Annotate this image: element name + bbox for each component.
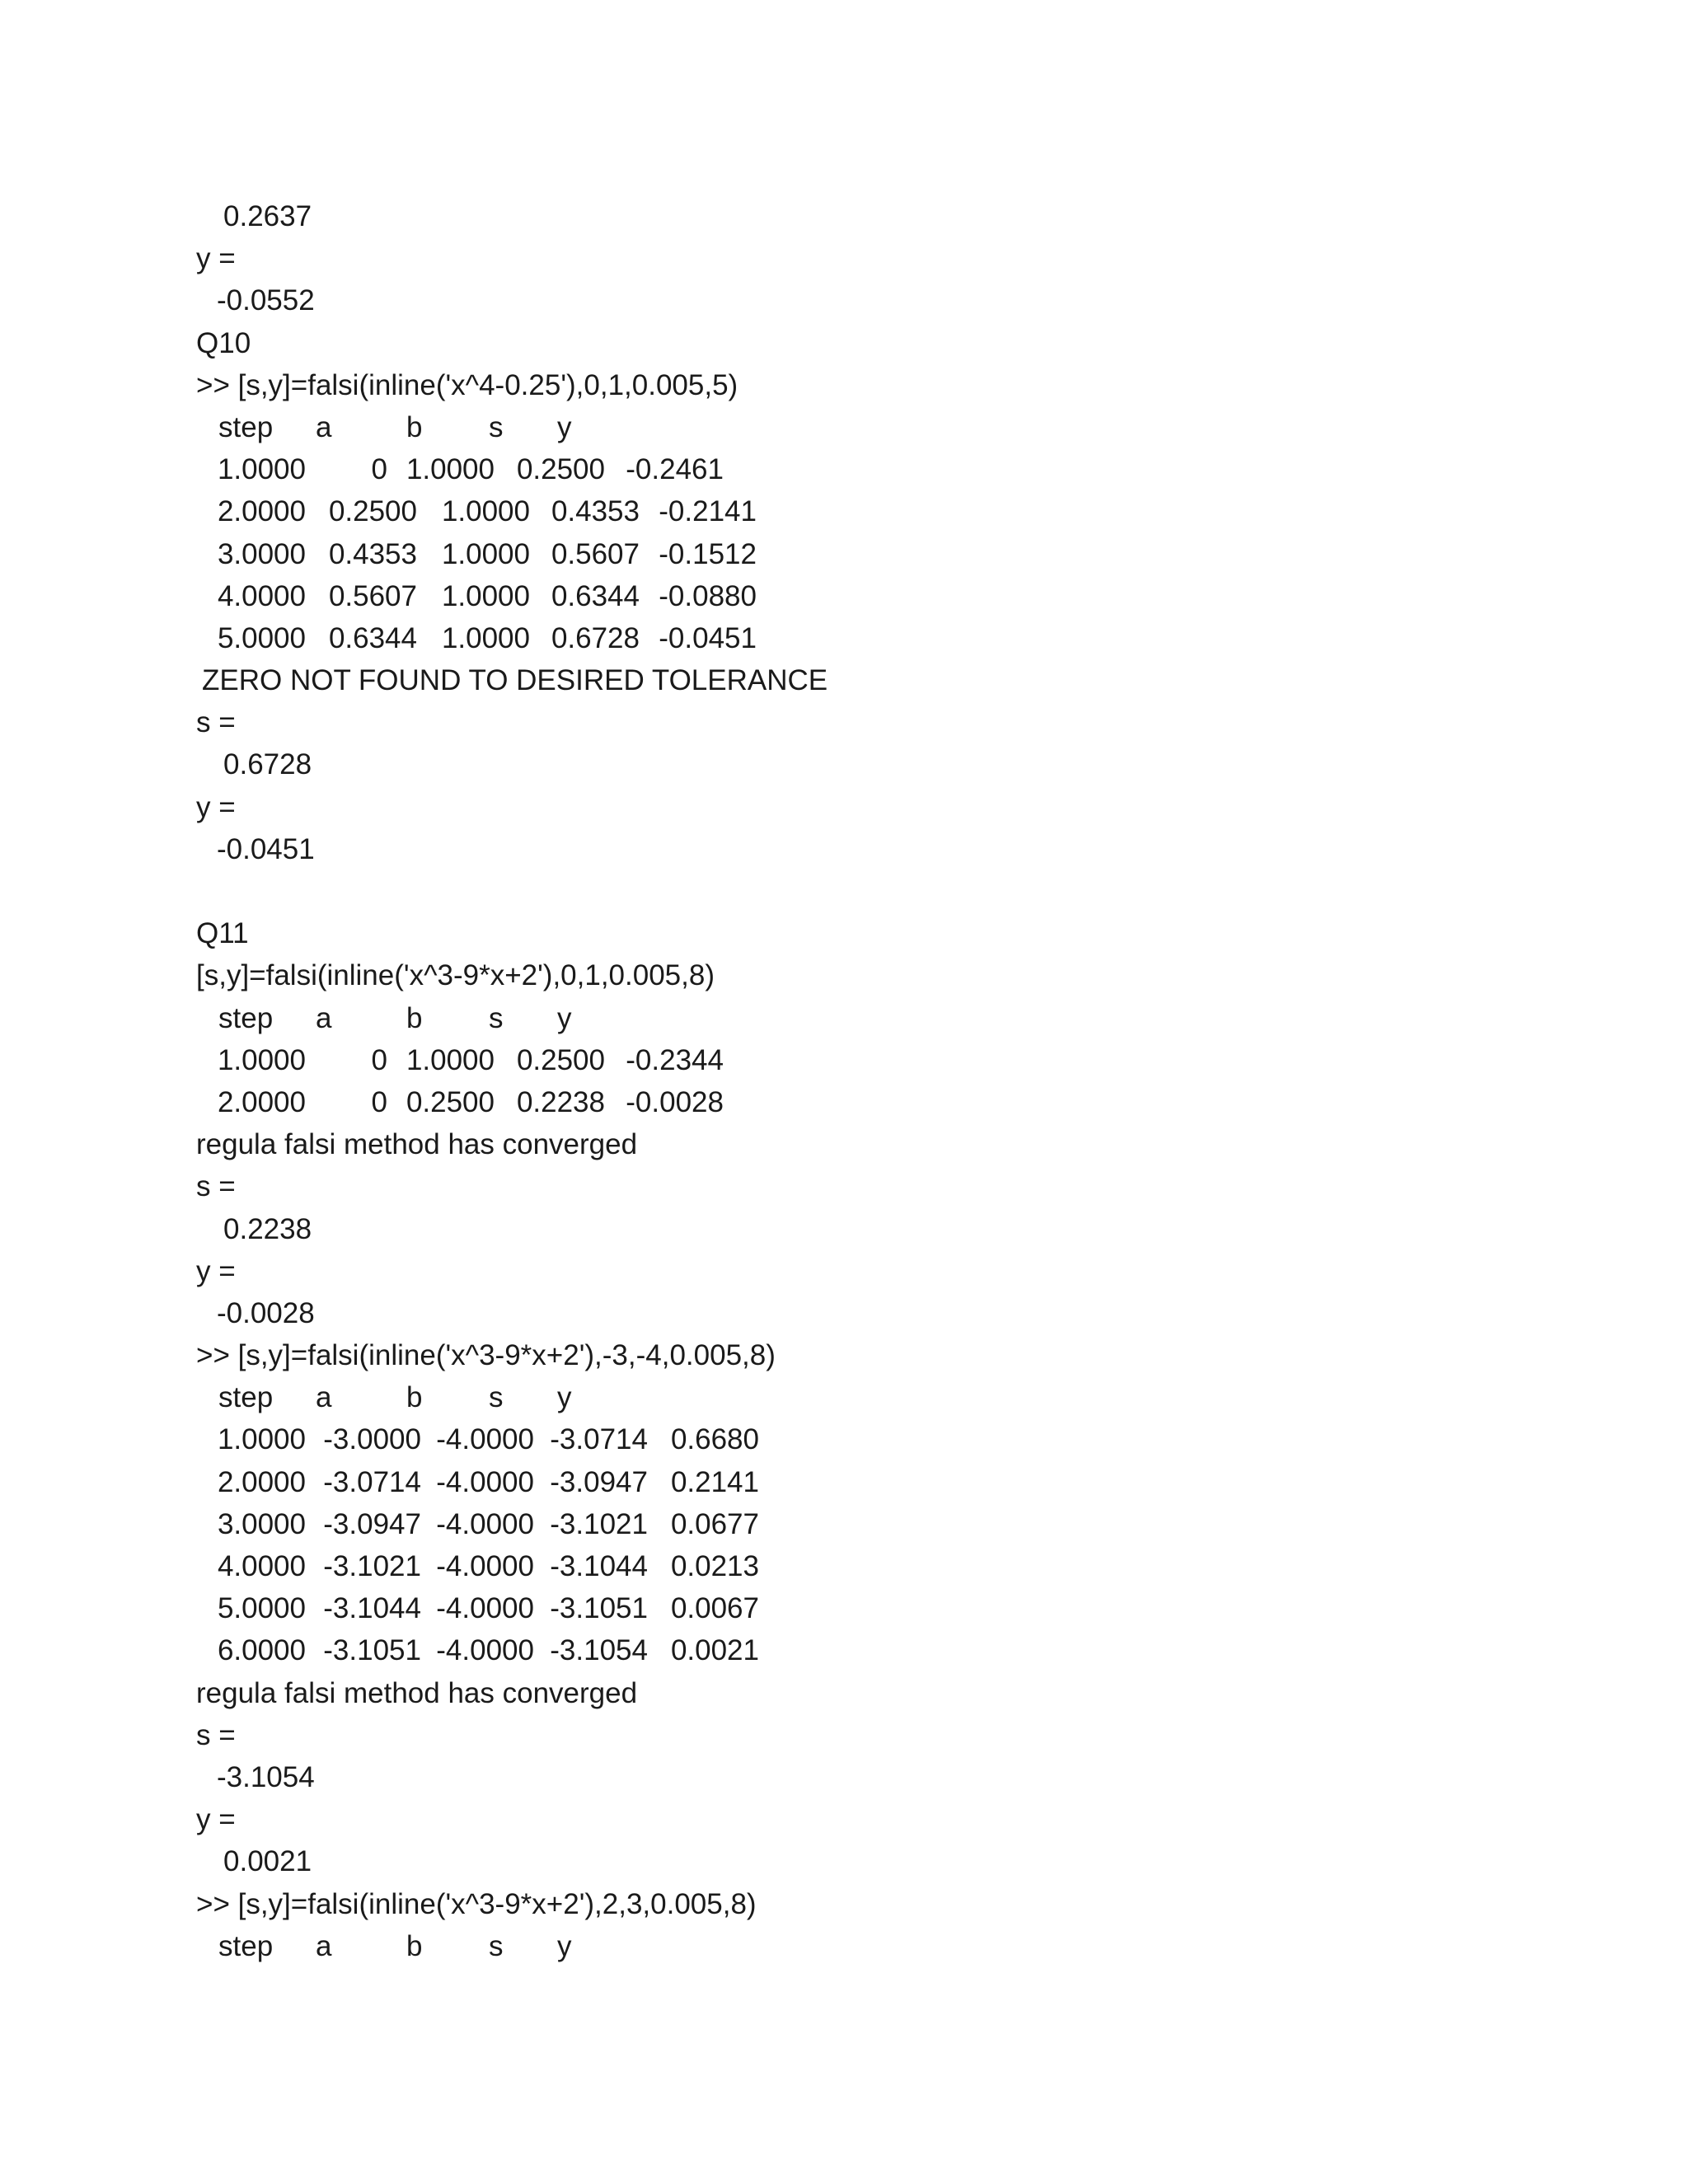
table-header-row [196, 1925, 1515, 1967]
output-line: -0.0451 [217, 832, 315, 865]
output-line: y = [196, 790, 236, 823]
header-cell-y: y [557, 1381, 572, 1414]
cell-a: -3.0714 [323, 1465, 421, 1498]
header-cell-step: step [218, 1001, 274, 1034]
cell-b: -4.0000 [436, 1507, 534, 1540]
cell-step: 3.0000 [217, 537, 306, 570]
header-cell-a: a [316, 1929, 332, 1962]
cell-s: 0.2500 [516, 453, 605, 486]
blank-line [196, 870, 1515, 912]
table-row [196, 448, 1515, 490]
cell-y: -0.0028 [626, 1085, 724, 1118]
cell-b: -4.0000 [436, 1465, 534, 1498]
cell-s: 0.6344 [551, 579, 640, 612]
table-row [196, 1587, 1515, 1629]
output-line: -3.1054 [217, 1760, 315, 1793]
cell-y: -0.2344 [626, 1043, 724, 1076]
output-line: 0.2637 [223, 200, 312, 232]
cell-s: 0.6728 [551, 621, 640, 654]
cell-y: 0.0677 [670, 1507, 759, 1540]
output-line: >> [s,y]=falsi(inline('x^3-9*x+2'),2,3,0.005,8) [196, 1887, 757, 1920]
cell-b: 1.0000 [441, 495, 530, 528]
output-line: y = [196, 1803, 236, 1836]
header-cell-step: step [218, 1929, 274, 1962]
cell-a: -3.1051 [323, 1634, 421, 1667]
cell-s: -3.0714 [550, 1423, 648, 1456]
cell-s: -3.1051 [550, 1592, 648, 1625]
table-header-row [196, 997, 1515, 1039]
table-row [196, 1545, 1515, 1587]
header-cell-a: a [316, 1001, 332, 1034]
cell-step: 1.0000 [217, 453, 306, 486]
cell-y: -0.0451 [659, 621, 757, 654]
header-cell-y: y [557, 1929, 572, 1962]
cell-a: 0 [371, 1043, 387, 1076]
table-row [196, 1081, 1515, 1123]
cell-s: -3.0947 [550, 1465, 648, 1498]
header-cell-s: s [489, 1001, 504, 1034]
cell-a: 0.5607 [328, 579, 417, 612]
cell-step: 4.0000 [217, 579, 306, 612]
cell-step: 1.0000 [217, 1043, 306, 1076]
output-line: 0.2238 [223, 1212, 312, 1245]
cell-b: 1.0000 [406, 1043, 495, 1076]
cell-a: -3.1044 [323, 1592, 421, 1625]
table-row [196, 490, 1515, 532]
output-line: [s,y]=falsi(inline('x^3-9*x+2'),0,1,0.005,8) [196, 959, 715, 992]
output-line: s = [196, 706, 236, 739]
cell-s: 0.5607 [551, 537, 640, 570]
cell-s: 0.2500 [516, 1043, 605, 1076]
header-cell-b: b [406, 1929, 423, 1962]
table-row [196, 1039, 1515, 1081]
table-header-row [196, 406, 1515, 448]
cell-b: 0.2500 [406, 1085, 495, 1118]
cell-y: 0.0213 [670, 1550, 759, 1582]
cell-y: 0.0067 [670, 1592, 759, 1625]
table-row [196, 533, 1515, 575]
output-line: regula falsi method has converged [196, 1128, 638, 1161]
cell-b: -4.0000 [436, 1592, 534, 1625]
cell-a: 0 [371, 453, 387, 486]
cell-y: -0.1512 [659, 537, 757, 570]
cell-step: 2.0000 [217, 495, 306, 528]
header-cell-step: step [218, 410, 274, 443]
table-row [196, 1461, 1515, 1503]
cell-s: -3.1044 [550, 1550, 648, 1582]
cell-b: 1.0000 [441, 621, 530, 654]
cell-a: -3.0000 [323, 1423, 421, 1456]
cell-step: 3.0000 [217, 1507, 306, 1540]
output-line: 0.6728 [223, 748, 312, 781]
header-cell-b: b [406, 1381, 423, 1414]
cell-a: 0.6344 [328, 621, 417, 654]
table-row [196, 1629, 1515, 1671]
cell-s: 0.4353 [551, 495, 640, 528]
output-line: ZERO NOT FOUND TO DESIRED TOLERANCE [202, 664, 828, 697]
cell-b: -4.0000 [436, 1423, 534, 1456]
header-cell-s: s [489, 1381, 504, 1414]
cell-b: 1.0000 [441, 579, 530, 612]
table-row [196, 617, 1515, 659]
header-cell-a: a [316, 410, 332, 443]
output-line: s = [196, 1718, 236, 1751]
header-cell-b: b [406, 410, 423, 443]
cell-y: -0.0880 [659, 579, 757, 612]
header-cell-step: step [218, 1381, 274, 1414]
cell-step: 6.0000 [217, 1634, 306, 1667]
header-cell-s: s [489, 410, 504, 443]
cell-step: 5.0000 [217, 621, 306, 654]
output-line: 0.0021 [223, 1845, 312, 1878]
cell-b: 1.0000 [406, 453, 495, 486]
cell-step: 2.0000 [217, 1085, 306, 1118]
output-line: s = [196, 1170, 236, 1203]
cell-b: 1.0000 [441, 537, 530, 570]
output-line: >> [s,y]=falsi(inline('x^4-0.25'),0,1,0.005,5) [196, 368, 738, 401]
header-cell-y: y [557, 410, 572, 443]
cell-step: 4.0000 [217, 1550, 306, 1582]
output-line: y = [196, 1254, 236, 1287]
output-line: >> [s,y]=falsi(inline('x^3-9*x+2'),-3,-4,0.005,8) [196, 1339, 776, 1372]
table-row [196, 1503, 1515, 1545]
cell-s: -3.1021 [550, 1507, 648, 1540]
cell-y: -0.2461 [626, 453, 724, 486]
header-cell-b: b [406, 1001, 423, 1034]
output-line: -0.0552 [217, 284, 315, 317]
cell-a: 0.4353 [328, 537, 417, 570]
table-row [196, 575, 1515, 617]
document-page [196, 195, 1515, 1967]
header-cell-y: y [557, 1001, 572, 1034]
cell-s: 0.2238 [516, 1085, 605, 1118]
cell-a: 0 [371, 1085, 387, 1118]
cell-step: 5.0000 [217, 1592, 306, 1625]
cell-b: -4.0000 [436, 1634, 534, 1667]
cell-a: 0.2500 [328, 495, 417, 528]
output-line: Q11 [196, 917, 249, 950]
cell-s: -3.1054 [550, 1634, 648, 1667]
cell-a: -3.1021 [323, 1550, 421, 1582]
cell-y: 0.2141 [670, 1465, 759, 1498]
table-row [196, 1418, 1515, 1460]
header-cell-a: a [316, 1381, 332, 1414]
cell-a: -3.0947 [323, 1507, 421, 1540]
output-line: Q10 [196, 326, 251, 359]
cell-b: -4.0000 [436, 1550, 534, 1582]
cell-step: 1.0000 [217, 1423, 306, 1456]
header-cell-s: s [489, 1929, 504, 1962]
cell-y: 0.0021 [670, 1634, 759, 1667]
output-line: y = [196, 242, 236, 275]
cell-step: 2.0000 [217, 1465, 306, 1498]
table-header-row [196, 1376, 1515, 1418]
cell-y: -0.2141 [659, 495, 757, 528]
output-line: regula falsi method has converged [196, 1676, 638, 1709]
cell-y: 0.6680 [670, 1423, 759, 1456]
output-line: -0.0028 [217, 1296, 315, 1329]
